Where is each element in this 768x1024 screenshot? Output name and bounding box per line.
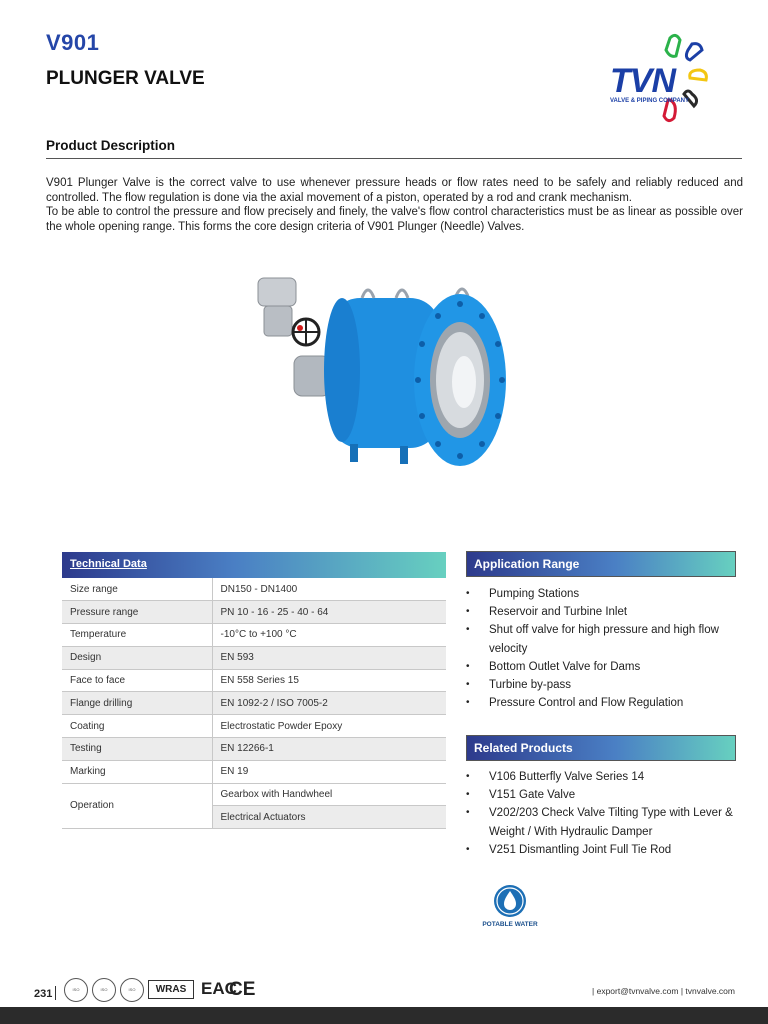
- application-range-title: Application Range: [466, 551, 736, 577]
- certification-seal-icon: ISO: [120, 978, 144, 1002]
- table-row: [62, 760, 446, 783]
- related-product-link[interactable]: • V202/203 Check Valve Tilting Type with Lever & Weight / With Hydraulic Damper: [466, 804, 746, 840]
- logo-subtitle: VALVE & PIPING COMPANY: [610, 98, 690, 104]
- row-key: Temperature: [62, 624, 212, 647]
- row-value: -10°C to +100 °C: [212, 624, 446, 647]
- list-item: • Shut off valve for high pressure and high flow velocity: [466, 621, 746, 657]
- row-key: Operation: [62, 783, 212, 829]
- row-key: Face to face: [62, 669, 212, 692]
- row-value: Gearbox with Handwheel: [212, 783, 446, 806]
- page-number-divider: [55, 986, 56, 1000]
- plunger-valve-image: [250, 270, 510, 470]
- product-code: V901: [46, 30, 100, 55]
- water-drop-icon: [493, 884, 527, 918]
- ce-mark: CE: [229, 979, 256, 1000]
- list-item: • Pressure Control and Flow Regulation: [466, 694, 746, 712]
- technical-data-title: Technical Data: [62, 552, 446, 578]
- related-product-link[interactable]: • V151 Gate Valve: [466, 786, 746, 804]
- tvn-logo: [606, 30, 726, 130]
- logo-text: TVN: [610, 62, 675, 100]
- table-row: [62, 715, 446, 738]
- list-item: • Pumping Stations: [466, 585, 746, 603]
- list-item: • Bottom Outlet Valve for Dams: [466, 658, 746, 676]
- table-row: [62, 783, 446, 806]
- potable-water-badge: [482, 884, 538, 928]
- row-key: Size range: [62, 578, 212, 601]
- list-item: • Turbine by-pass: [466, 676, 746, 694]
- row-value: PN 10 - 16 - 25 - 40 - 64: [212, 601, 446, 624]
- row-value: Electrostatic Powder Epoxy: [212, 715, 446, 738]
- email-link[interactable]: export@tvnvalve.com: [596, 986, 679, 996]
- wras-mark: WRAS: [148, 980, 194, 999]
- product-name: PLUNGER VALVE: [46, 68, 205, 89]
- row-value: EN 593: [212, 646, 446, 669]
- website-link[interactable]: tvnvalve.com: [685, 986, 735, 996]
- product-description: [46, 176, 743, 234]
- table-row: [62, 692, 446, 715]
- product-description-title: Product Description: [46, 138, 176, 153]
- related-product-link[interactable]: • V251 Dismantling Joint Full Tie Rod: [466, 841, 746, 859]
- related-product-link[interactable]: • V106 Butterfly Valve Series 14: [466, 768, 746, 786]
- row-value: Electrical Actuators: [212, 806, 446, 829]
- bottom-band: [0, 1007, 768, 1024]
- table-row: [62, 624, 446, 647]
- table-row: [62, 738, 446, 761]
- row-key: Flange drilling: [62, 692, 212, 715]
- list-item: • Reservoir and Turbine Inlet: [466, 603, 746, 621]
- potable-water-label: POTABLE WATER: [482, 921, 538, 928]
- table-row: [62, 669, 446, 692]
- certification-seal-icon: ISO: [92, 978, 116, 1002]
- table-row: [62, 601, 446, 624]
- row-key: Coating: [62, 715, 212, 738]
- certification-seal-icon: ISO: [64, 978, 88, 1002]
- row-key: Marking: [62, 760, 212, 783]
- related-products-list: [466, 768, 746, 859]
- row-value: DN150 - DN1400: [212, 578, 446, 601]
- table-row: [62, 578, 446, 601]
- row-value: EN 12266-1: [212, 738, 446, 761]
- footer-contacts: | export@tvnvalve.com | tvnvalve.com: [592, 986, 735, 996]
- page-number: 231: [34, 988, 53, 1000]
- row-key: Testing: [62, 738, 212, 761]
- row-value: EN 1092-2 / ISO 7005-2: [212, 692, 446, 715]
- table-row: [62, 646, 446, 669]
- row-value: EN 558 Series 15: [212, 669, 446, 692]
- row-key: Design: [62, 646, 212, 669]
- description-paragraph-1: V901 Plunger Valve is the correct valve to use whenever pressure heads or flow rates need to be safely and reliably reduced and controlled. The flow regulation is done via the axial movement of a piston, operated by a rod and crank mechanism.: [46, 177, 743, 204]
- technical-data-table: [62, 552, 446, 829]
- eac-mark: EAC: [201, 979, 237, 998]
- related-products-title: Related Products: [466, 735, 736, 761]
- description-paragraph-2: To be able to control the pressure and flow precisely and finely, the valve's flow control characteristics must be as linear as possible over the whole opening range. This forms the core design criteria of V901 Plunger (Needle) Valves.: [46, 206, 743, 233]
- row-value: EN 19: [212, 760, 446, 783]
- section-divider: [46, 158, 742, 159]
- row-key: Pressure range: [62, 601, 212, 624]
- application-range-list: [466, 585, 746, 712]
